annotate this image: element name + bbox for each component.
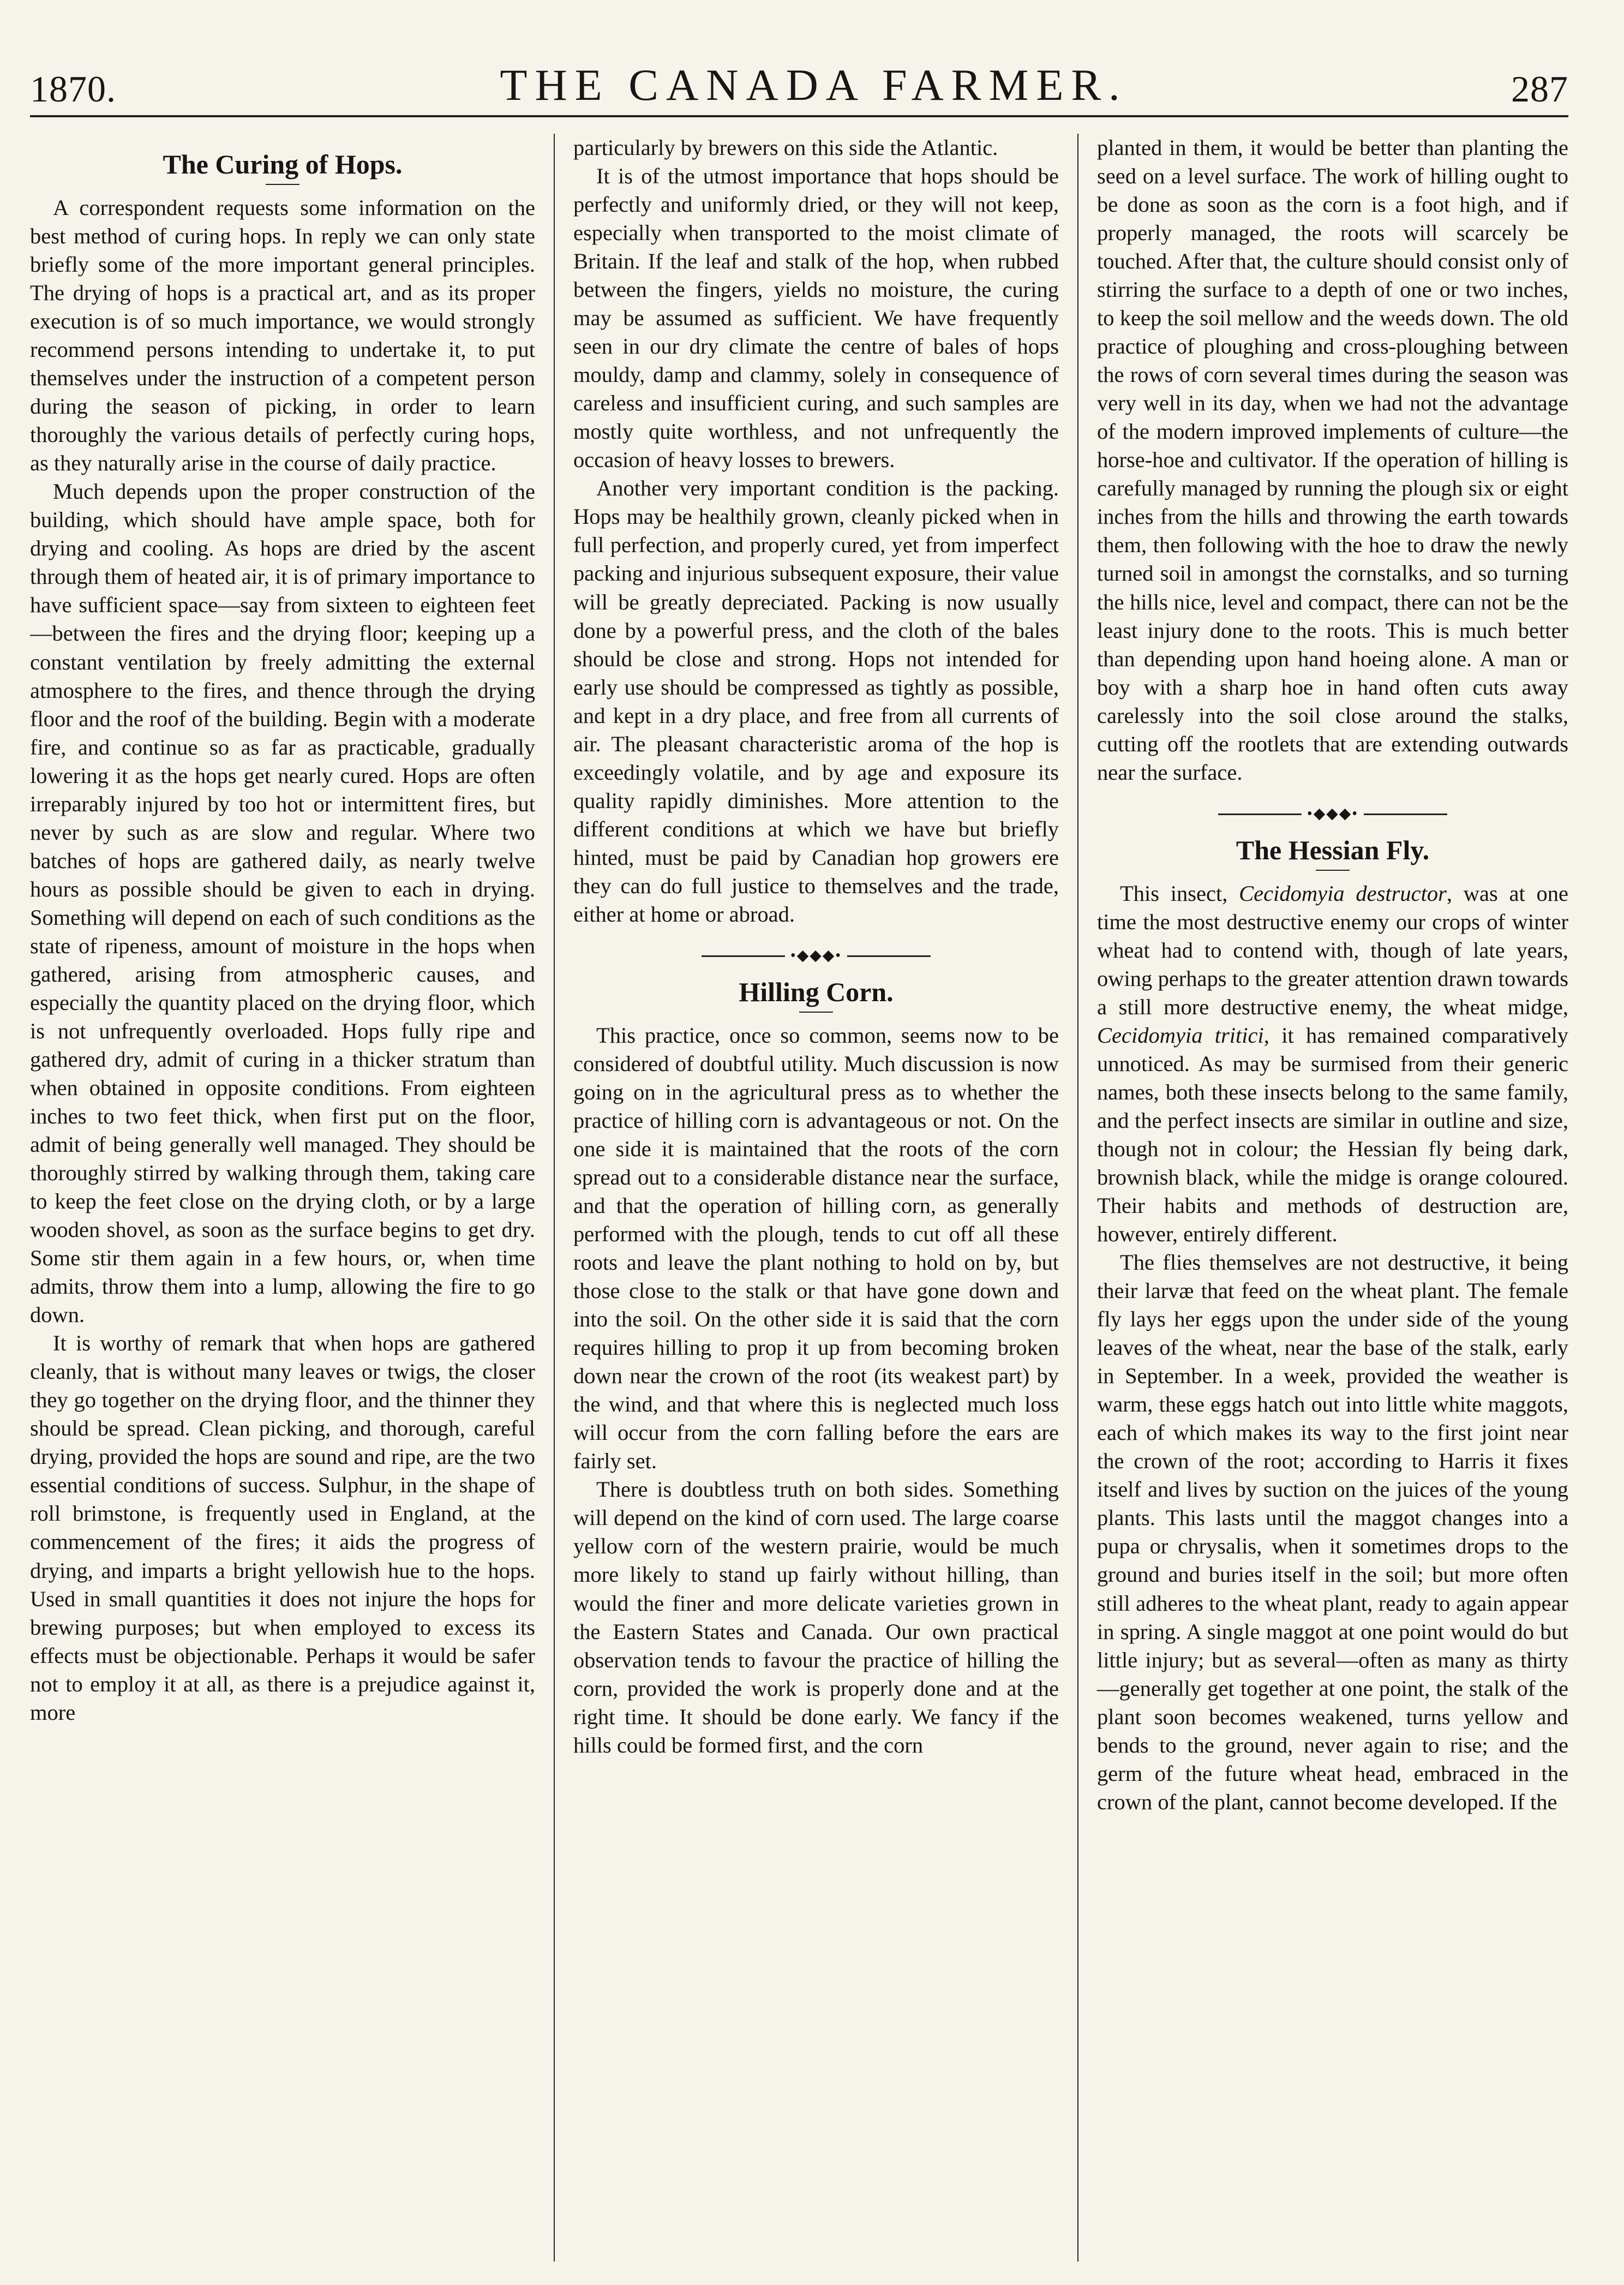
paragraph: particularly by brewers on this side the Atlantic.: [573, 135, 998, 160]
article-title-hilling-corn: Hilling Corn.: [739, 976, 894, 1007]
column-2: [554, 134, 1077, 2262]
species-name: Cecidomyia destructor: [1239, 881, 1447, 906]
paragraph: planted in them, it would be better than planting the seed on a level surface. The work of hilling ought to be done as soon as the corn is a foot high, and if properly managed, the roots will scarcely be touched. After that, the culture should consist only of stirring the surface to a depth of one or two inches, to keep the soil mellow and the weeds down. The old practice of ploughing and cross-ploughing between the rows of corn several times during the season was very well in its day, when we had not the advantage of the modern improved implements of culture—the horse-hoe and cultivator. If the operation of hilling is carefully managed by running the plough six or eight inches from the hills and throwing the earth towards them, then following with the hoe to draw the newly turned soil in amongst the cornstalks, and so turning the hills nice, level and compact, there can not be the least injury done to the roots. This is much better than depending upon hand hoeing alone. A man or boy with a sharp hoe in hand often cuts away carelessly into the soil close around the stalks, cutting off the rootlets that are extending outwards near the surface.: [1097, 135, 1568, 785]
article-title-curing-hops: The Curing of Hops.: [163, 149, 403, 180]
column-1: [30, 134, 554, 2262]
species-name: Cecidomyia tritici: [1097, 1022, 1264, 1048]
title-rule: [266, 184, 299, 185]
paragraph: There is doubtless truth on both sides. Something will depend on the kind of corn used. The large coarse yellow corn of the western prairie, would be much more likely to stand up fairly without hilling, than would the finer and more delicate varieties grown in the Eastern States and Canada. Our own practical observation tends to favour the practice of hilling the corn, provided the work is properly done and at the right time. It should be done early. We fancy if the hills could be formed first, and the corn: [573, 1477, 1059, 1757]
column-3: [1077, 134, 1568, 2262]
paragraph: [1097, 880, 1568, 1248]
article-title-hessian-fly: The Hessian Fly.: [1236, 834, 1430, 865]
paragraph: The flies themselves are not destructive, it being their larvæ that feed on the wheat plant. The female fly lays her eggs upon the under side of the young leaves of the wheat, near the base of the stalk, early in September. In a week, provided the weather is warm, these eggs hatch out into little white maggots, each of which makes its way to the first joint near the crown of the root; according to Harris it fixes itself and lives by suction on the juices of the young plants. This lasts until the maggot changes into a pupa or chrysalis, when it sometimes drops to the ground and buries itself in the soil; but more often still adheres to the wheat plant, ready to again appear in spring. A single maggot at one point would do but little injury; but as several—often as many as thirty—generally get together at one point, the stalk of the plant soon becomes weakened, turns yellow and bends to the ground, never again to rise; and the germ of the future wheat head, embraced in the crown of the plant, cannot become developed. If the: [1097, 1250, 1568, 1814]
section-divider: [1218, 805, 1447, 822]
masthead-year: 1870.: [30, 68, 116, 110]
page-number: 287: [1511, 68, 1568, 110]
paragraph: Another very important condition is the packing. Hops may be healthily grown, cleanly picked when in full perfection, and properly cured, yet from imperfect packing and injurious subsequent exposure, their value will be greatly depreciated. Packing is now usually done by a powerful press, and the cloth of the bales should be close and strong. Hops not intended for early use should be compressed as tightly as possible, and kept in a dry place, and free from all currents of air. The pleasant characteristic aroma of the hop is exceedingly volatile, and by age and exposure its quality rapidly diminishes. More attention to the different conditions at which we have but briefly hinted, must be paid by Canadian hop growers ere they can do full justice to themselves and the trade, either at home or abroad.: [573, 476, 1059, 926]
article-columns: [30, 134, 1568, 2262]
masthead-title: THE CANADA FARMER.: [500, 60, 1128, 110]
divider-ornament: •◆◆◆•: [785, 948, 847, 964]
paragraph: A correspondent requests some information on the best method of curing hops. In reply we can only state briefly some of the more important general principles. The drying of hops is a practical art, and as its proper execution is of so much importance, we would strongly recommend persons intending to undertake it, to put themselves under the instruction of a competent person during the season of picking, in order to learn thoroughly the various details of perfectly curing hops, as they naturally arise in the course of daily practice.: [30, 195, 535, 476]
title-rule: [1316, 870, 1350, 871]
title-rule: [799, 1012, 833, 1013]
paragraph: It is of the utmost importance that hops should be perfectly and uniformly dried, or they will not keep, especially when transported to the moist climate of Britain. If the leaf and stalk of the hop, when rubbed between the fingers, yields no moisture, the curing may be assumed as sufficient. We have frequently seen in our dry climate the centre of bales of hops mouldy, damp and clammy, solely in consequence of careless and insufficient curing, and such samples are mostly quite worthless, and not unfrequently the occasion of heavy losses to brewers.: [573, 164, 1059, 472]
paragraph: It is worthy of remark that when hops are gathered cleanly, that is without many leaves or twigs, the closer they go together on the drying floor, and the thinner they should be spread. Clean picking, and thorough, careful drying, provided the hops are sound and ripe, are the two essential conditions of success. Sulphur, in the shape of roll brimstone, is frequently used in England, at the commencement of the fires; it aids the progress of drying, and imparts a bright yellowish hue to the hops. Used in small quantities it does not injure the hops for brewing purposes; but when employed to excess its effects must be objectionable. Perhaps it would be safer not to employ it at all, as there is a prejudice against it, more: [30, 1331, 535, 1725]
divider-ornament: •◆◆◆•: [1302, 806, 1364, 822]
text-run: , was at one time the most destructive enemy our crops of winter wheat had to contend with, though of late years, owing perhaps to the greater attention drawn towards a still more destructive enemy, the wheat midge,: [1097, 881, 1568, 1019]
text-run: This insect,: [1120, 881, 1239, 906]
text-run: , it has remained comparatively unnoticed. As may be surmised from their generic names, both these insects belong to the same family, and the perfect insects are similar in outline and size, though not in colour; the Hessian fly being dark, brownish black, while the midge is orange coloured. Their habits and methods of destruction are, however, entirely different.: [1097, 1022, 1568, 1247]
paragraph: This practice, once so common, seems now to be considered of doubtful utility. Much discussion is now going on in the agricultural press as to whether the practice of hilling corn is advantageous or not. On the one side it is maintained that the roots of the corn spread out to a considerable distance near the surface, and that the operation of hilling corn, as generally performed with the plough, tends to cut off all these roots and leave the plant nothing to hold on by, but those close to the stalk or that have gone down and into the soil. On the other side it is said that the corn requires hilling to prop it up from becoming broken down near the crown of the root (its weakest part) by the wind, and that where this is neglected much loss will occur from the corn falling before the ears are fairly set.: [573, 1022, 1059, 1474]
masthead: [30, 52, 1568, 117]
section-divider: [702, 947, 931, 964]
paragraph: Much depends upon the proper construction of the building, which should have ample space, both for drying and cooling. As hops are dried by the ascent through them of heated air, it is of primary importance to have sufficient space—say from sixteen to eighteen feet—between the fires and the drying floor; keeping up a constant ventilation by freely admitting the external atmosphere to the fires, and thence through the drying floor and the roof of the building. Begin with a moderate fire, and continue so as far as practicable, gradually lowering it as the hops get nearly cured. Hops are often irreparably injured by too hot or intermittent fires, but never by such as are slow and regular. Where two batches of hops are gathered daily, as nearly twelve hours as possible should be given to each in drying. Something will depend on each of such conditions as the state of ripeness, amount of moisture in the hops when gathered, arising from atmospheric causes, and especially the quantity placed on the drying floor, which is not unfrequently overloaded. Hops fully ripe and gathered dry, admit of curing in a thicker stratum than when obtained in opposite conditions. From eighteen inches to two feet thick, when first put on the floor, admit of being generally well managed. They should be thoroughly stirred by walking through them, taking care to keep the feet close on the drying cloth, or by a large wooden shovel, as soon as the surface begins to get dry. Some stir them again in a few hours, or, when time admits, throw them into a lump, allowing the fire to go down.: [30, 479, 535, 1327]
